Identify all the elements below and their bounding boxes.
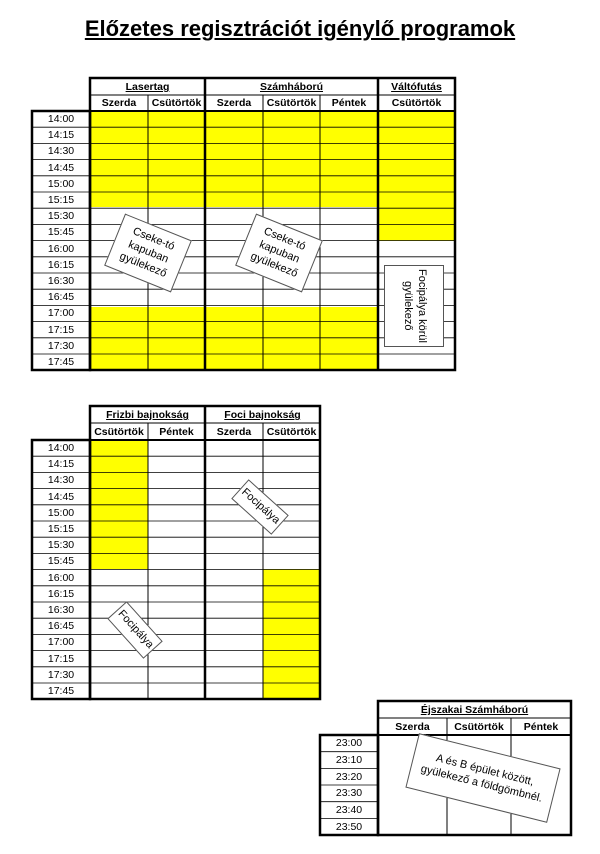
day-header-frizbi-csutortok: Csütörtök [94, 425, 144, 438]
page-title: Előzetes regisztrációt igénylő programok [84, 16, 516, 41]
table-1-time-label: 14:45 [47, 161, 75, 174]
table-1-time-label: 15:15 [47, 194, 75, 207]
day-header-ejszakai-csutortok: Csütörtök [454, 720, 504, 733]
table-1-time-label: 14:00 [47, 113, 75, 126]
table-2-time-label: 16:15 [47, 587, 75, 600]
group-header-valtofutas: Váltófutás [391, 81, 442, 93]
table-2-time-label: 15:45 [47, 555, 75, 568]
table-1-time-label: 16:15 [47, 258, 75, 271]
table-2-time-label: 17:00 [47, 636, 75, 649]
table-1-time-label: 15:30 [47, 210, 75, 223]
day-header-lasertag-csutortok: Csütörtök [151, 97, 202, 109]
group-header-foci: Foci bajnokság [224, 409, 301, 421]
group-header-lasertag: Lasertag [125, 81, 170, 93]
table-1-time-label: 14:15 [47, 129, 75, 142]
day-header-szamhaboru-pentek: Péntek [331, 97, 367, 109]
note-ejszakai-meeting-point: A és B épület között, gyülekező a földgömbnél. [405, 733, 560, 823]
table-2-time-label: 16:00 [47, 571, 75, 584]
note-szamhaboru-meeting-point: Cseke-tó kapuban gyülekező [235, 214, 323, 293]
day-header-lasertag-szerda: Szerda [101, 97, 137, 109]
group-header-szamhaboru: Számháború [259, 81, 323, 93]
table-2-time-label: 14:30 [47, 474, 75, 487]
table-2-time-label: 16:45 [47, 620, 75, 633]
day-header-ejszakai-szerda: Szerda [395, 720, 430, 733]
table-2-time-label: 16:30 [47, 604, 75, 617]
table-1-time-label: 17:45 [47, 356, 75, 369]
table-1-time-label: 16:30 [47, 275, 75, 288]
table-2-time-label: 15:30 [47, 539, 75, 552]
note-frizbi-location: Focipálya [107, 601, 162, 659]
table-3-time-label: 23:10 [335, 753, 363, 766]
group-header-frizbi: Frizbi bajnokság [106, 409, 189, 421]
table-3-time-label: 23:20 [335, 770, 363, 783]
day-header-foci-csutortok: Csütörtök [266, 425, 317, 438]
note-valtofutas-text: Focipálya körül gyülekező [402, 269, 428, 343]
note-foci-location: Focipálya [231, 479, 289, 534]
day-header-foci-szerda: Szerda [216, 425, 252, 438]
group-header-ejszakai-szamhaboru: Éjszakai Számháború [420, 704, 529, 716]
table-3-time-label: 23:00 [335, 737, 363, 750]
table-1-time-label: 17:15 [47, 323, 75, 336]
table-3-time-label: 23:40 [335, 804, 363, 816]
table-1-time-label: 17:00 [47, 307, 75, 320]
table-2-time-label: 14:15 [47, 458, 75, 471]
table-2-time-label: 14:00 [47, 442, 75, 455]
table-1-time-label: 14:30 [47, 145, 75, 158]
table-2-time-label: 14:45 [47, 490, 75, 503]
table-1-time-label: 17:30 [47, 339, 75, 352]
day-header-ejszakai-pentek: Péntek [523, 720, 559, 733]
note-lasertag-meeting-point: Cseke-tó kapuban gyülekező [104, 214, 192, 293]
table-2-time-label: 17:30 [47, 668, 75, 681]
day-header-valtofutas-csutortok: Csütörtök [391, 97, 442, 109]
table-1-time-label: 15:00 [47, 177, 75, 190]
day-header-frizbi-pentek: Péntek [159, 425, 194, 438]
day-header-szamhaboru-szerda: Szerda [216, 97, 252, 109]
day-header-szamhaboru-csutortok: Csütörtök [266, 97, 317, 109]
table-1-time-label: 16:45 [47, 291, 75, 304]
table-2-time-label: 17:45 [47, 685, 75, 698]
table-3-time-label: 23:30 [335, 787, 363, 800]
table-1-time-label: 15:45 [47, 226, 75, 239]
table-2-time-label: 15:15 [47, 523, 75, 536]
table-2-time-label: 17:15 [47, 652, 75, 665]
table-1-time-label: 16:00 [47, 242, 75, 255]
table-3-time-label: 23:50 [335, 820, 363, 833]
table-2-time-label: 15:00 [47, 506, 75, 519]
